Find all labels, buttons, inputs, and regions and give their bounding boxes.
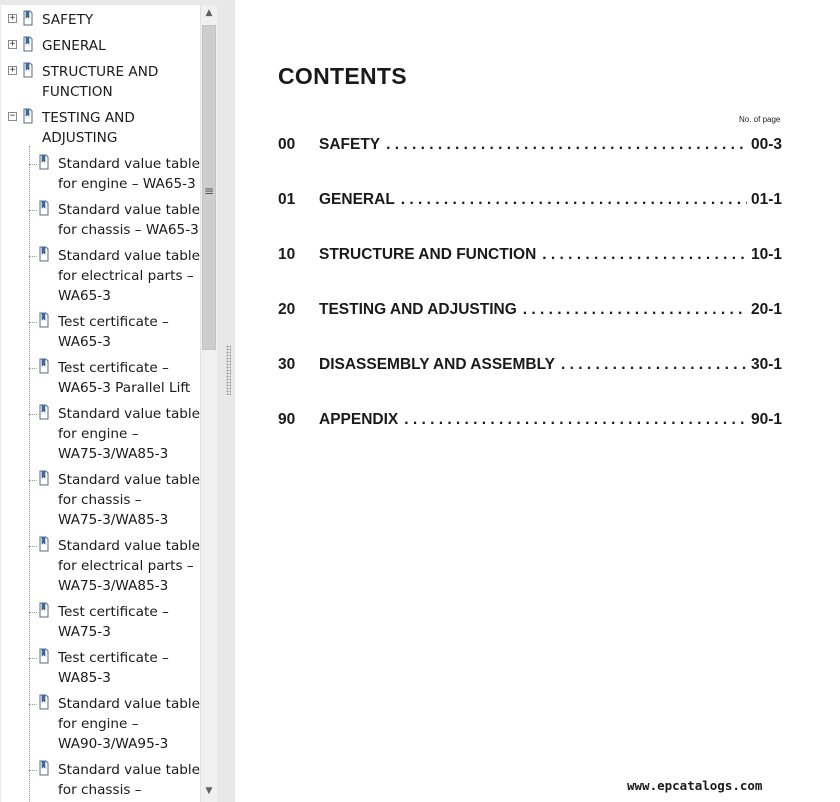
toc-section-title: STRUCTURE AND FUNCTION	[319, 246, 537, 263]
tree-connector	[29, 164, 37, 165]
bookmark-scrollbar[interactable]	[200, 5, 217, 802]
bookmark-icon	[38, 154, 50, 170]
bookmark-item[interactable]	[1, 316, 200, 356]
toc-section-title: DISASSEMBLY AND ASSEMBLY	[319, 356, 555, 373]
bookmarks-pane	[0, 0, 235, 802]
toc-section-number: 00	[278, 136, 296, 153]
bookmark-icon	[22, 36, 34, 52]
bookmark-label: Standard value table for engine – WA90-3/WA95-3	[58, 696, 200, 752]
bookmark-label: Standard value table for chassis – WA65-3	[58, 202, 200, 238]
bookmark-label: Standard value table for chassis – WA75-3/WA85-3	[58, 472, 200, 528]
bookmark-tree	[1, 5, 200, 802]
bookmark-label: STRUCTURE AND FUNCTION	[42, 64, 159, 100]
toc-section-title: APPENDIX	[319, 411, 399, 428]
bookmark-icon	[38, 358, 50, 374]
bookmark-item[interactable]	[1, 540, 200, 600]
bookmark-icon	[38, 312, 50, 328]
pane-splitter[interactable]	[223, 0, 235, 802]
bookmark-icon	[38, 648, 50, 664]
toc-section-title: GENERAL	[319, 191, 395, 208]
bookmark-icon	[38, 404, 50, 420]
tree-connector	[29, 658, 37, 659]
page-title: CONTENTS	[278, 63, 407, 89]
bookmark-item[interactable]	[1, 66, 200, 106]
bookmark-icon	[22, 10, 34, 26]
bookmark-item[interactable]	[1, 652, 200, 692]
tree-connector	[29, 256, 37, 257]
bookmark-icon	[38, 200, 50, 216]
tree-connector	[29, 770, 37, 771]
bookmark-icon	[22, 108, 34, 124]
bookmark-item[interactable]	[1, 606, 200, 646]
toc-page-number: 01-1	[750, 191, 782, 208]
bookmark-label: Standard value table for electrical parts – WA65-3	[58, 248, 200, 304]
collapse-icon[interactable]: −	[9, 111, 16, 121]
toc-section-number: 10	[278, 246, 296, 263]
toc-page-number: 10-1	[750, 246, 782, 263]
splitter-grip-icon[interactable]	[226, 345, 231, 395]
scroll-grip-icon: ≡	[203, 184, 215, 198]
bookmark-item[interactable]	[1, 764, 200, 802]
toc-leader-dots	[386, 136, 747, 154]
bookmark-item[interactable]	[1, 14, 200, 34]
bookmark-icon	[38, 536, 50, 552]
bookmark-item[interactable]	[1, 698, 200, 758]
toc-section-number: 30	[278, 356, 296, 373]
scroll-down-icon[interactable]: ▼	[205, 786, 213, 796]
bookmark-item[interactable]	[1, 250, 200, 310]
toc-entry[interactable]	[278, 356, 782, 378]
scroll-up-icon[interactable]: ▲	[205, 8, 213, 18]
bookmark-icon	[38, 760, 50, 776]
bookmark-label: Standard value table for engine – WA75-3/WA85-3	[58, 406, 200, 462]
watermark-url: www.epcatalogs.com	[627, 778, 763, 793]
bookmark-item[interactable]	[1, 112, 200, 152]
toc-section-number: 20	[278, 301, 296, 318]
expand-icon[interactable]: +	[9, 65, 16, 75]
bookmark-label: Standard value table for engine – WA65-3	[58, 156, 200, 192]
bookmark-label: Test certificate – WA75-3	[58, 604, 169, 640]
toc-section-title: SAFETY	[319, 136, 381, 153]
tree-connector	[29, 368, 37, 369]
tree-connector	[29, 546, 37, 547]
bookmark-label: Test certificate – WA65-3 Parallel Lift	[58, 360, 191, 396]
tree-connector	[29, 704, 37, 705]
tree-connector	[29, 210, 37, 211]
toc-section-number: 90	[278, 411, 296, 428]
toc-entry[interactable]	[278, 411, 782, 433]
bookmark-item[interactable]	[1, 474, 200, 534]
tree-connector	[29, 480, 37, 481]
page-number-column-header: No. of page	[739, 115, 781, 124]
bookmark-label: Test certificate – WA65-3	[58, 314, 169, 350]
toc-section-number: 01	[278, 191, 296, 208]
bookmark-icon	[38, 246, 50, 262]
bookmark-icon	[22, 62, 34, 78]
document-page	[236, 0, 840, 802]
bookmark-label: Test certificate – WA85-3	[58, 650, 169, 686]
bookmark-item[interactable]	[1, 158, 200, 198]
toc-entry[interactable]	[278, 136, 782, 158]
toc-entry[interactable]	[278, 246, 782, 268]
tree-connector	[29, 414, 37, 415]
toc-page-number: 00-3	[750, 136, 782, 153]
bookmark-item[interactable]	[1, 408, 200, 468]
bookmark-icon	[38, 694, 50, 710]
bookmark-label: TESTING AND ADJUSTING	[42, 110, 135, 146]
toc-leader-dots	[401, 191, 747, 209]
bookmark-label: SAFETY	[42, 12, 94, 28]
bookmark-icon	[38, 602, 50, 618]
toc-leader-dots	[542, 246, 747, 264]
toc-leader-dots	[561, 356, 747, 374]
toc-page-number: 90-1	[750, 411, 782, 428]
bookmark-item[interactable]	[1, 204, 200, 244]
bookmark-item[interactable]	[1, 362, 200, 402]
expand-icon[interactable]: +	[9, 39, 16, 49]
bookmark-item[interactable]	[1, 40, 200, 60]
bookmark-label: GENERAL	[42, 38, 106, 54]
toc-leader-dots	[523, 301, 747, 319]
bookmark-label: Standard value table for chassis –	[58, 762, 200, 798]
toc-entry[interactable]	[278, 301, 782, 323]
toc-page-number: 30-1	[750, 356, 782, 373]
toc-entry[interactable]	[278, 191, 782, 213]
tree-connector	[29, 322, 37, 323]
toc-section-title: TESTING AND ADJUSTING	[319, 301, 517, 318]
expand-icon[interactable]: +	[9, 13, 16, 23]
toc-page-number: 20-1	[750, 301, 782, 318]
tree-connector	[29, 612, 37, 613]
bookmark-icon	[38, 470, 50, 486]
toc-leader-dots	[404, 411, 747, 429]
tree-guide-line	[29, 146, 30, 802]
bookmark-label: Standard value table for electrical parts – WA75-3/WA85-3	[58, 538, 200, 594]
